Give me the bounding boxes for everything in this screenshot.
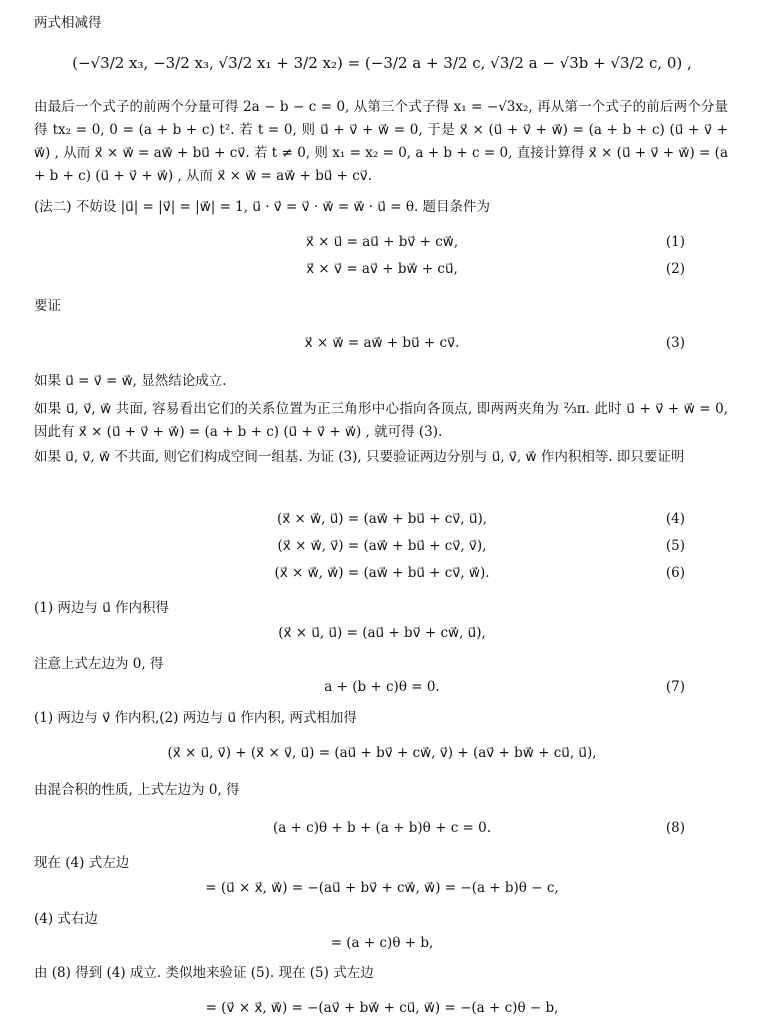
equation-number: (6) <box>665 565 685 581</box>
equation-number: (4) <box>665 511 685 527</box>
equation-body: (x⃗ × u⃗, u⃗) = (au⃗ + bv⃗ + cw⃗, u⃗), <box>278 625 486 641</box>
text-line: 由混合积的性质, 上式左边为 0, 得 <box>34 782 240 798</box>
text-line: 要证 <box>34 298 61 314</box>
paragraph: 如果 u⃗, v⃗, w⃗ 不共面, 则它们构成空间一组基. 为证 (3), 只要验证两边分别与 u⃗, v⃗, w⃗ 作内积相等. 即只要证明 <box>34 449 685 465</box>
equation-lhs-5 <box>34 997 730 1019</box>
equation-number: (1) <box>665 234 685 250</box>
equation-rhs-4 <box>34 932 730 954</box>
text-line: (法二) 不妨设 |u⃗| = |v⃗| = |w⃗| = 1, u⃗ · v⃗ = v⃗ · w⃗ = w⃗ · u⃗ = θ. 题目条件为 <box>34 199 491 215</box>
equation-body: = (u⃗ × x⃗, w⃗) = −(au⃗ + bv⃗ + cw⃗, w⃗) = −(a + b)θ − c, <box>205 880 559 896</box>
text-line: (1) 两边与 u⃗ 作内积得 <box>34 600 170 616</box>
text-line: 注意上式左边为 0, 得 <box>34 656 164 672</box>
equation-number: (5) <box>665 538 685 554</box>
equation-8 <box>34 817 730 839</box>
equation-body: (x⃗ × w⃗, w⃗) = (aw⃗ + bu⃗ + cv⃗, w⃗). <box>274 565 490 581</box>
equation-body: (−√3/2 x₃, −3/2 x₃, √3/2 x₁ + 3/2 x₂) = (−3/2 a + 3/2 c, √3/2 a − √3b + √3/2 c, 0) , <box>72 54 692 72</box>
equation-body: x⃗ × v⃗ = av⃗ + bw⃗ + cu⃗, <box>306 261 458 277</box>
paragraph: 由最后一个式子的前两个分量可得 2a − b − c = 0, 从第三个式子得 x₁ = −√3x₂, 再从第一个式子的前后两个分量得 tx₂ = 0, 0 = (a + b + c) t². 若 t = 0, 则 u⃗ + v⃗ + w⃗ = 0, 于是 x⃗ × (u⃗ + v⃗ + w⃗) = (a + b + c) (u⃗ + v⃗ + w⃗) , 从而 x⃗ × w⃗ = aw⃗ + bu⃗ + cv⃗. 若 t ≠ 0, 则 x₁ = x₂ = 0, a + b + c = 0, 直接计算得 x⃗ × (u⃗ + v⃗ + w⃗) = (a + b + c) (u⃗ + v⃗ + w⃗) , 从而 x⃗ × w⃗ = aw⃗ + bu⃗ + cv⃗. <box>34 99 728 184</box>
equation-body: a + (b + c)θ = 0. <box>324 679 440 695</box>
equation-body: (x⃗ × w⃗, u⃗) = (aw⃗ + bu⃗ + cv⃗, u⃗), <box>276 511 488 527</box>
text-line: 两式相减得 <box>34 15 102 31</box>
equation-inner-u <box>34 622 730 644</box>
equation-body: x⃗ × u⃗ = au⃗ + bv⃗ + cw⃗, <box>305 234 459 250</box>
equation-number: (2) <box>665 261 685 277</box>
equation-2 <box>34 258 730 280</box>
equation-lhs-4 <box>34 877 730 899</box>
equation-5 <box>34 535 730 557</box>
equation-body: (x⃗ × u⃗, v⃗) + (x⃗ × v⃗, u⃗) = (au⃗ + bv⃗ + cw⃗, v⃗) + (av⃗ + bw⃗ + cu⃗, u⃗), <box>167 745 597 761</box>
equation-number: (3) <box>665 335 685 351</box>
text-line: (4) 式右边 <box>34 911 98 927</box>
text-line: 现在 (4) 式左边 <box>34 855 130 871</box>
paragraph: 如果 u⃗, v⃗, w⃗ 共面, 容易看出它们的关系位置为正三角形中心指向各顶点, 即两两夹角为 ⅔π. 此时 u⃗ + v⃗ + w⃗ = 0, 因此有 x⃗ × (u⃗ + v⃗ + w⃗) = (a + b + c) (u⃗ + v⃗ + w⃗) , 就可得 (3). <box>34 401 728 440</box>
equation-number: (7) <box>665 679 685 695</box>
equation-number: (8) <box>665 820 685 836</box>
equation-4 <box>34 508 730 530</box>
equation-1 <box>34 231 730 253</box>
text-line: 如果 u⃗ = v⃗ = w⃗, 显然结论成立. <box>34 373 227 389</box>
equation-3 <box>34 332 730 354</box>
equation-difference <box>34 52 730 74</box>
equation-body: (x⃗ × w⃗, v⃗) = (aw⃗ + bu⃗ + cv⃗, v⃗), <box>277 538 487 554</box>
equation-body: (a + c)θ + b + (a + b)θ + c = 0. <box>272 820 492 836</box>
text-line: 由 (8) 得到 (4) 成立. 类似地来验证 (5). 现在 (5) 式左边 <box>34 965 374 981</box>
equation-7 <box>34 676 730 698</box>
equation-sum <box>34 742 730 764</box>
equation-6 <box>34 562 730 584</box>
equation-body: x⃗ × w⃗ = aw⃗ + bu⃗ + cv⃗. <box>304 335 460 351</box>
text-line: (1) 两边与 v⃗ 作内积,(2) 两边与 u⃗ 作内积, 两式相加得 <box>34 710 357 726</box>
equation-body: = (a + c)θ + b, <box>330 935 434 951</box>
equation-body: = (v⃗ × x⃗, w⃗) = −(av⃗ + bw⃗ + cu⃗, w⃗) = −(a + c)θ − b, <box>205 1000 559 1016</box>
